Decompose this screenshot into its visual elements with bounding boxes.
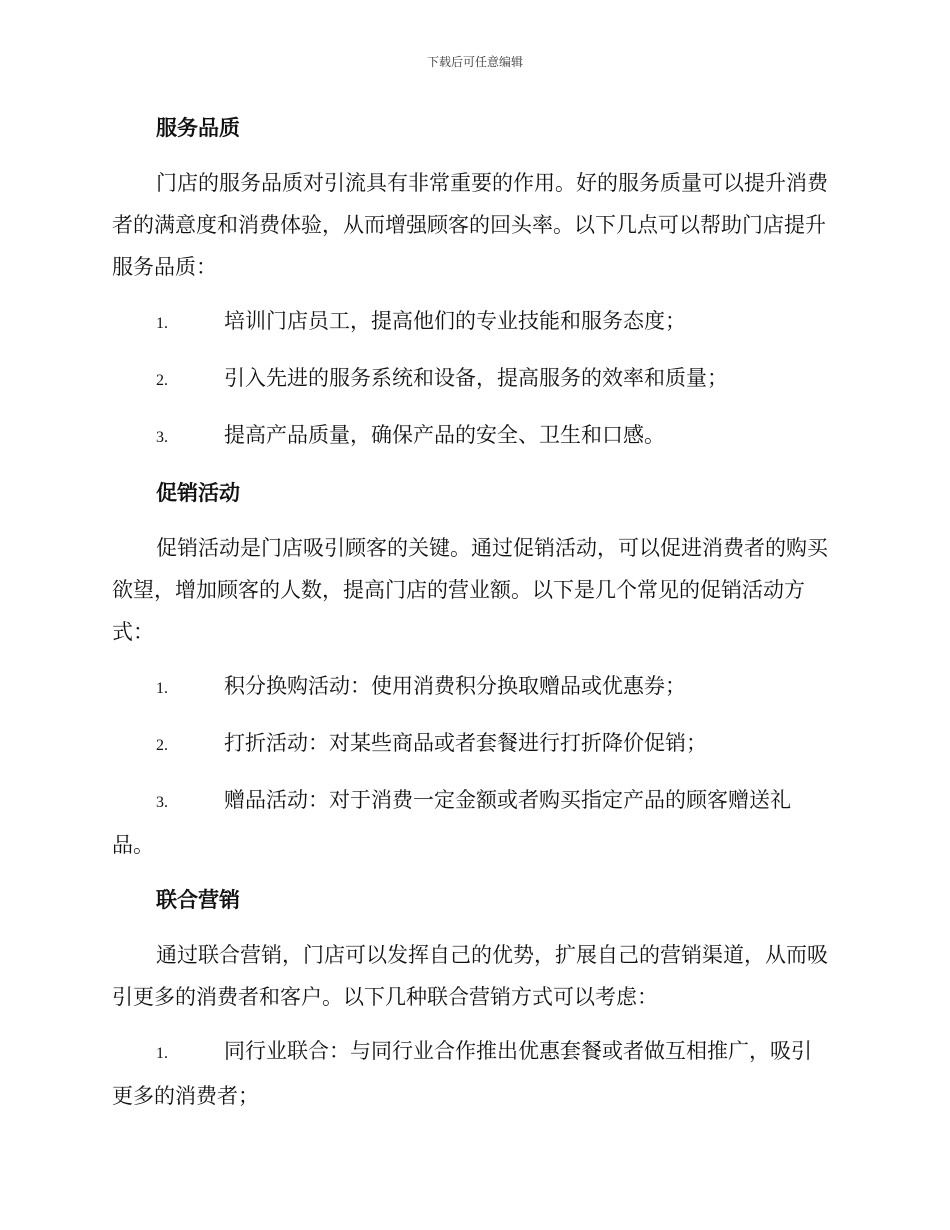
spacer [112, 459, 832, 473]
spacer [112, 345, 832, 357]
list-item-number: 1. [156, 1045, 168, 1062]
list-item-text: 同行业联合：与同行业合作推出优惠套餐或者做互相推广，吸引更多的消费者； [112, 1039, 812, 1108]
spacer [112, 653, 832, 665]
spacer [112, 866, 832, 880]
spacer [112, 767, 832, 779]
spacer [112, 288, 832, 300]
section-title: 促销活动 [156, 481, 240, 505]
spacer [112, 148, 832, 162]
section-promotions [112, 473, 832, 866]
section-paragraph: 促销活动是门店吸引顾客的关键。通过促销活动，可以促进消费者的购买欲望，增加顾客的人数，提高门店的营业额。以下是几个常见的促销活动方式： [112, 536, 828, 644]
list-item [112, 300, 832, 345]
section-paragraph: 门店的服务品质对引流具有非常重要的作用。好的服务质量可以提升消费者的满意度和消费体验，从而增强顾客的回头率。以下几点可以帮助门店提升服务品质： [112, 171, 828, 279]
list-item-text: 引入先进的服务系统和设备，提高服务的效率和质量； [224, 366, 728, 390]
list-item [112, 665, 832, 710]
section-title: 联合营销 [156, 888, 240, 912]
list-item-number: 3. [156, 429, 168, 446]
spacer [112, 920, 832, 934]
list-item [112, 779, 832, 866]
list-item-text: 提高产品质量，确保产品的安全、卫生和口感。 [224, 423, 665, 447]
spacer [112, 513, 832, 527]
section-title: 服务品质 [156, 116, 240, 140]
list-item-text: 培训门店员工，提高他们的专业技能和服务态度； [224, 309, 686, 333]
list-item-number: 3. [156, 794, 168, 811]
spacer [112, 402, 832, 414]
list-item-number: 2. [156, 737, 168, 754]
list-item [112, 1030, 832, 1117]
list-item [112, 414, 832, 459]
spacer [112, 710, 832, 722]
header-note: 下载后可任意编辑 [426, 55, 523, 69]
list-item [112, 722, 832, 767]
list-item-number: 1. [156, 680, 168, 697]
section-service-quality [112, 108, 832, 459]
list-item [112, 357, 832, 402]
section-paragraph: 通过联合营销，门店可以发挥自己的优势，扩展自己的营销渠道，从而吸引更多的消费者和客户。以下几种联合营销方式可以考虑： [112, 943, 828, 1009]
list-item-text: 积分换购活动：使用消费积分换取赠品或优惠券； [224, 674, 686, 698]
spacer [112, 1018, 832, 1030]
list-item-text: 打折活动：对某些商品或者套餐进行打折降价促销； [224, 731, 707, 755]
list-item-number: 1. [156, 315, 168, 332]
list-item-text: 赠品活动：对于消费一定金额或者购买指定产品的顾客赠送礼品。 [112, 788, 791, 857]
document-content [112, 108, 832, 1117]
section-joint-marketing [112, 880, 832, 1117]
list-item-number: 2. [156, 372, 168, 389]
